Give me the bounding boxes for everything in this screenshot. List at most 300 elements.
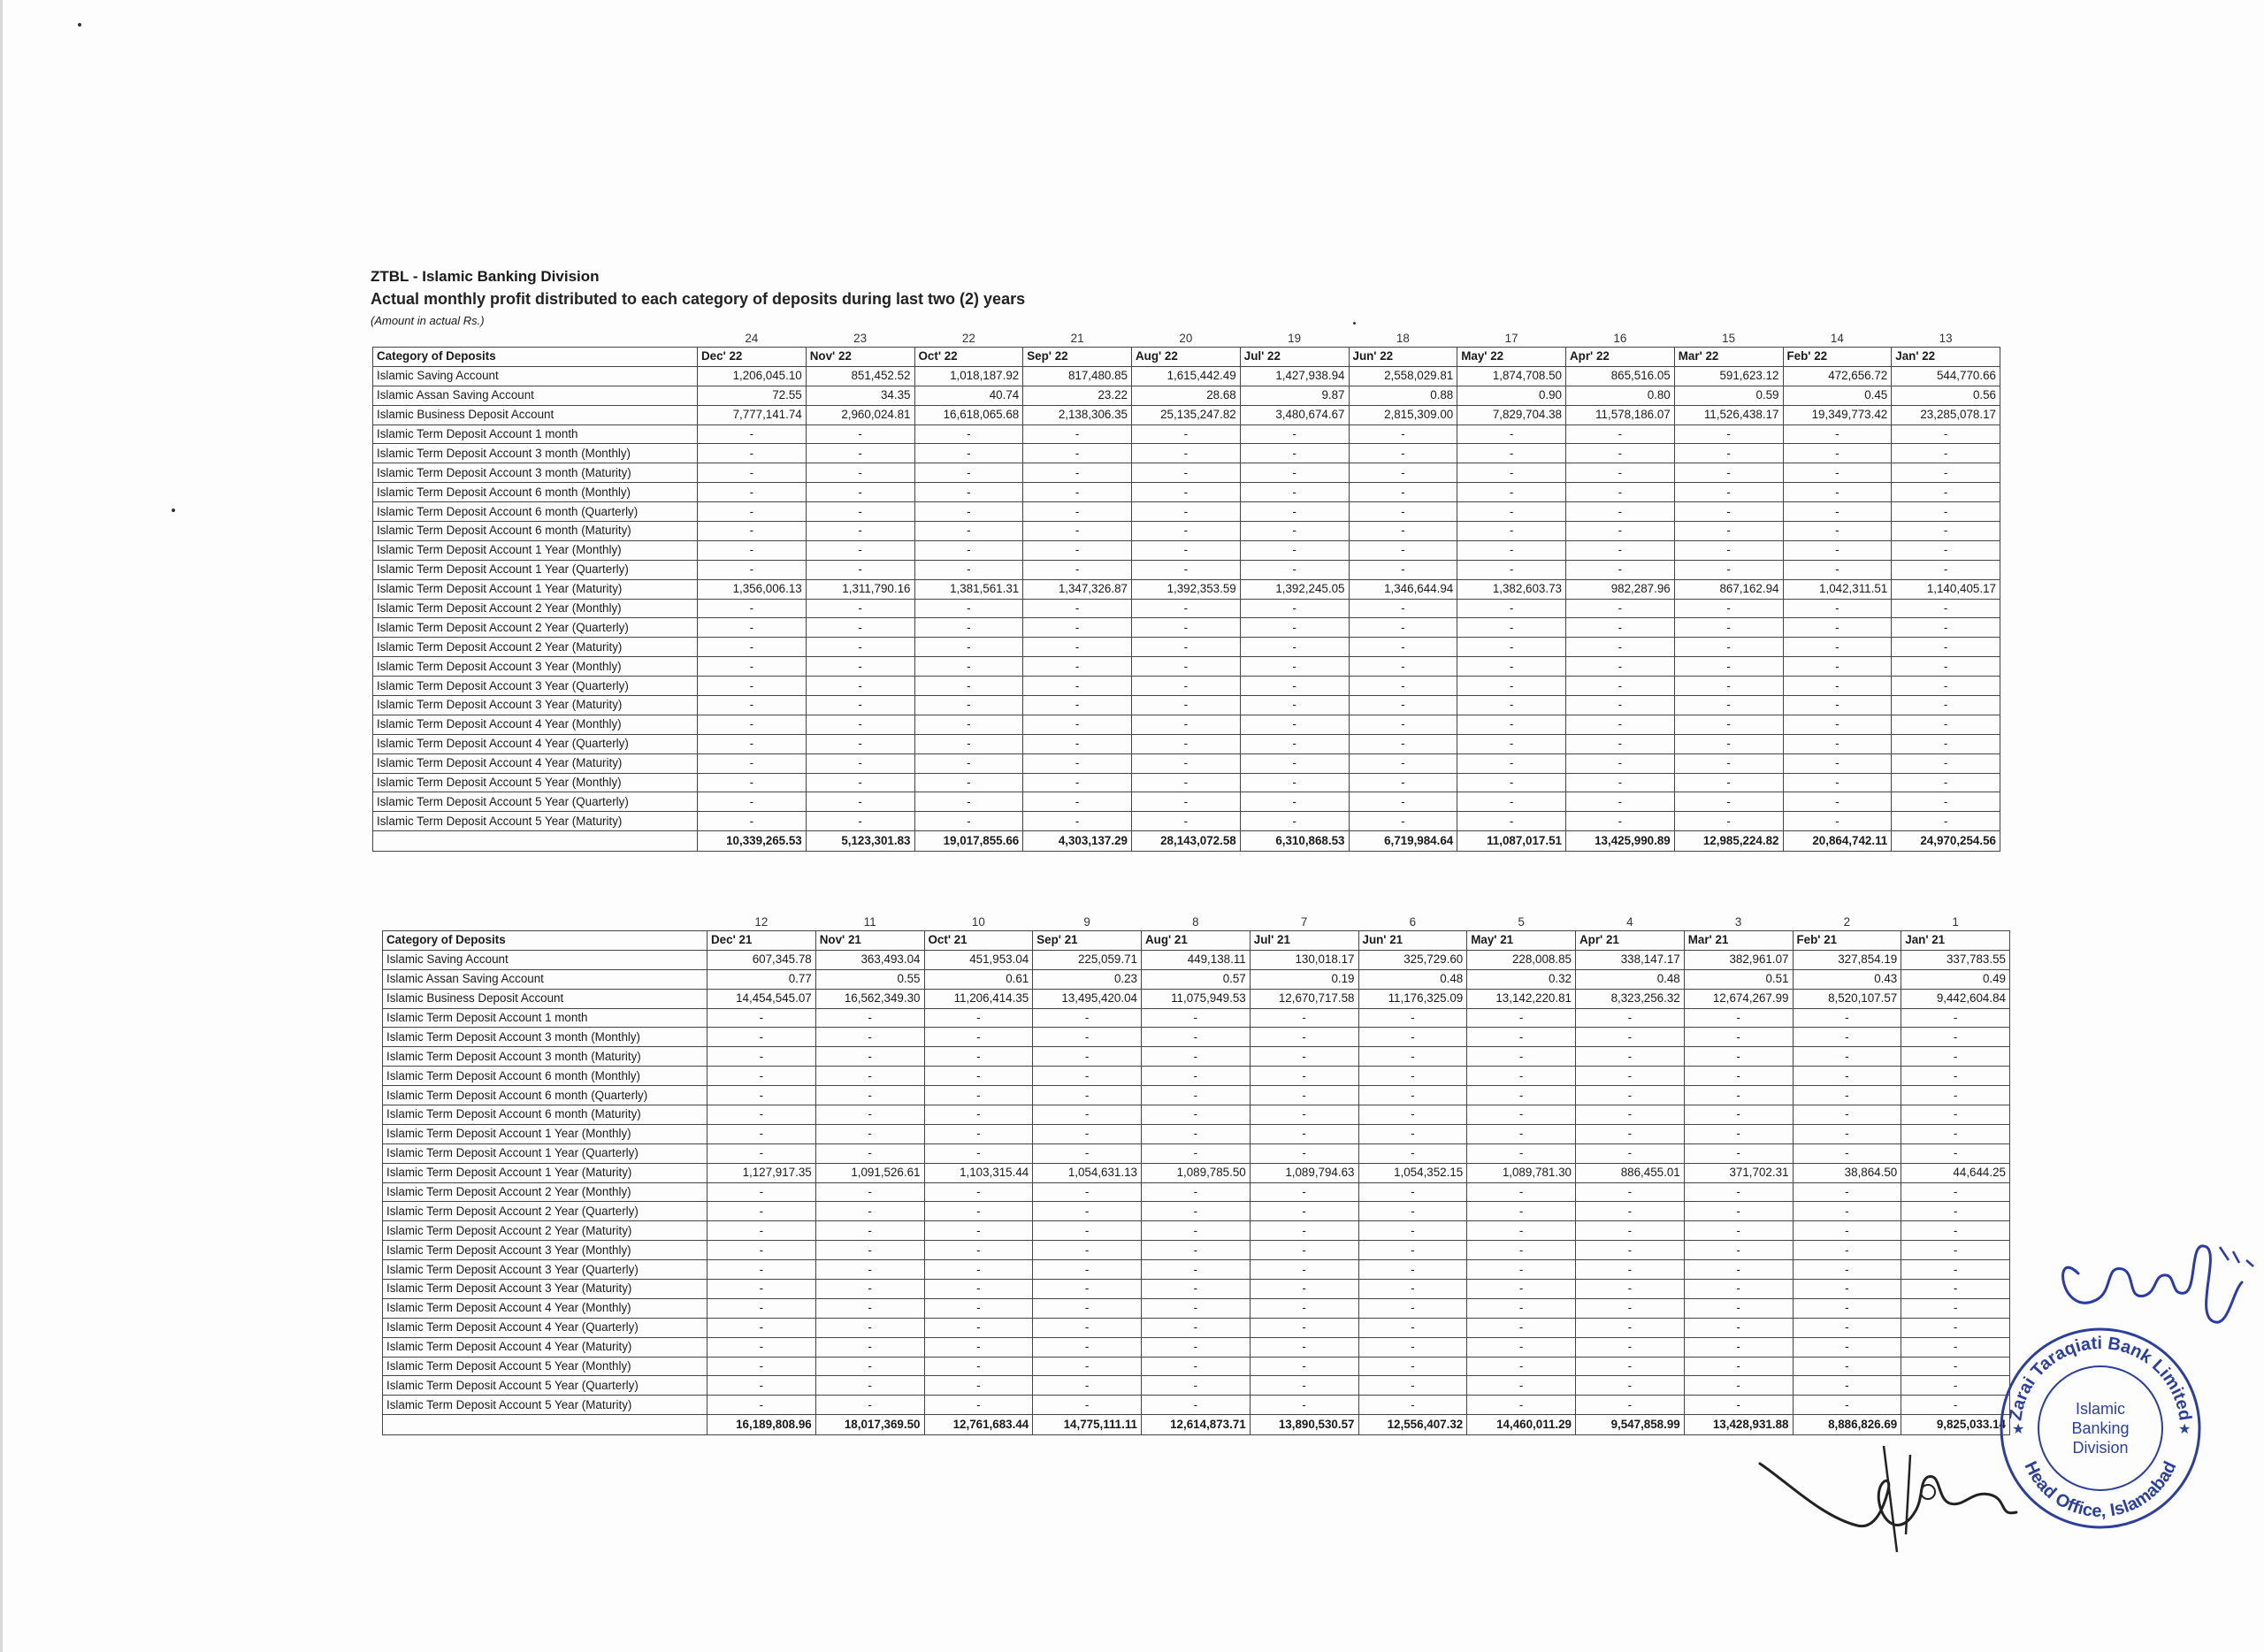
table-cell: 0.56 bbox=[1892, 386, 2000, 405]
table-cell: - bbox=[1684, 1124, 1793, 1143]
table-cell: - bbox=[1033, 1280, 1142, 1299]
document-header bbox=[371, 268, 1025, 327]
column-number: 20 bbox=[1179, 332, 1193, 345]
category-name: Islamic Saving Account bbox=[373, 366, 698, 386]
table-cell: - bbox=[1358, 1376, 1467, 1396]
table-cell: - bbox=[1250, 1105, 1358, 1125]
table-cell: 0.55 bbox=[815, 969, 924, 989]
table-row bbox=[383, 1280, 2010, 1299]
table-cell: - bbox=[1467, 1202, 1576, 1221]
table-cell: - bbox=[1250, 1396, 1358, 1415]
table-cell: - bbox=[815, 1105, 924, 1125]
table-cell: - bbox=[1576, 1318, 1685, 1337]
table-row bbox=[373, 696, 2000, 715]
table-cell: 72.55 bbox=[698, 386, 807, 405]
table-row bbox=[373, 638, 2000, 657]
table-cell: - bbox=[815, 1280, 924, 1299]
table-cell: - bbox=[806, 618, 914, 638]
table-cell: 0.77 bbox=[708, 969, 816, 989]
table-cell: - bbox=[1566, 483, 1675, 502]
table-cell: 1,089,794.63 bbox=[1250, 1163, 1358, 1182]
month-header: May' 22 bbox=[1457, 348, 1566, 367]
category-name: Islamic Term Deposit Account 5 Year (Monthly) bbox=[373, 773, 698, 792]
table-cell: - bbox=[1349, 502, 1457, 522]
table-cell: - bbox=[1674, 657, 1783, 677]
table-cell: - bbox=[1240, 444, 1349, 463]
table-row bbox=[383, 1163, 2010, 1182]
table-cell: - bbox=[708, 1202, 816, 1221]
table-row bbox=[383, 989, 2010, 1008]
table-cell: - bbox=[815, 1086, 924, 1105]
table-cell: - bbox=[1457, 657, 1566, 677]
table-cell: - bbox=[708, 1357, 816, 1376]
category-name: Islamic Term Deposit Account 2 Year (Quarterly) bbox=[373, 618, 698, 638]
table-cell: - bbox=[698, 599, 807, 618]
table-cell: - bbox=[924, 1298, 1033, 1318]
table-cell: - bbox=[1684, 1182, 1793, 1202]
table-cell: - bbox=[1033, 1260, 1142, 1280]
category-name: Islamic Term Deposit Account 4 Year (Monthly) bbox=[373, 715, 698, 734]
table-cell: - bbox=[806, 599, 914, 618]
table-row bbox=[373, 444, 2000, 463]
month-header: Jan' 21 bbox=[1901, 931, 2010, 951]
table-cell: 1,356,006.13 bbox=[698, 579, 807, 599]
table-cell: - bbox=[1250, 1182, 1358, 1202]
table-cell: - bbox=[815, 1028, 924, 1047]
table-cell: 16,618,065.68 bbox=[914, 405, 1023, 424]
table-cell: - bbox=[1023, 522, 1132, 541]
table-cell: 0.49 bbox=[1901, 969, 2010, 989]
table-cell: - bbox=[1674, 792, 1783, 812]
table-cell: - bbox=[698, 463, 807, 483]
table-cell: - bbox=[1457, 444, 1566, 463]
total-cell: 6,310,868.53 bbox=[1240, 831, 1349, 852]
month-header: Feb' 22 bbox=[1783, 348, 1892, 367]
table-cell: - bbox=[914, 522, 1023, 541]
table-cell: - bbox=[1892, 773, 2000, 792]
table-cell: - bbox=[1674, 599, 1783, 618]
table-cell: - bbox=[806, 463, 914, 483]
column-number: 4 bbox=[1626, 915, 1633, 929]
scan-speck bbox=[172, 509, 175, 512]
table-cell: - bbox=[1783, 677, 1892, 696]
table-cell: - bbox=[1901, 1337, 2010, 1357]
table-cell: - bbox=[1783, 424, 1892, 444]
table-cell: - bbox=[1457, 773, 1566, 792]
table-cell: - bbox=[698, 792, 807, 812]
table-cell: - bbox=[1793, 1280, 1901, 1299]
category-name: Islamic Term Deposit Account 1 Year (Quarterly) bbox=[373, 560, 698, 579]
table-cell: - bbox=[924, 1086, 1033, 1105]
table-cell: 1,381,561.31 bbox=[914, 579, 1023, 599]
table-row bbox=[383, 1357, 2010, 1376]
table-cell: - bbox=[914, 444, 1023, 463]
table-cell: - bbox=[1023, 753, 1132, 773]
table-row bbox=[373, 483, 2000, 502]
table-cell: - bbox=[1793, 1028, 1901, 1047]
total-cell: 16,189,808.96 bbox=[708, 1415, 816, 1435]
category-name: Islamic Term Deposit Account 3 Year (Maturity) bbox=[383, 1280, 708, 1299]
table-cell: - bbox=[1033, 1376, 1142, 1396]
table-cell: - bbox=[1892, 812, 2000, 831]
table-cell: 1,347,326.87 bbox=[1023, 579, 1132, 599]
table-cell: - bbox=[1467, 1357, 1576, 1376]
table-cell: - bbox=[1132, 483, 1241, 502]
table-row bbox=[383, 969, 2010, 989]
table-cell: - bbox=[1892, 424, 2000, 444]
category-name: Islamic Term Deposit Account 1 month bbox=[373, 424, 698, 444]
table-cell: - bbox=[1783, 734, 1892, 753]
table-cell: - bbox=[698, 560, 807, 579]
table-cell: - bbox=[1349, 792, 1457, 812]
category-name: Islamic Term Deposit Account 5 Year (Monthly) bbox=[383, 1357, 708, 1376]
table-cell: - bbox=[1892, 715, 2000, 734]
table-cell: 13,495,420.04 bbox=[1033, 989, 1142, 1008]
table-cell: - bbox=[1349, 618, 1457, 638]
table-cell: - bbox=[1349, 483, 1457, 502]
table-row bbox=[373, 677, 2000, 696]
month-header: Oct' 21 bbox=[924, 931, 1033, 951]
table-cell: - bbox=[1023, 560, 1132, 579]
table-cell: - bbox=[698, 677, 807, 696]
table-cell: - bbox=[1250, 1202, 1358, 1221]
column-number: 13 bbox=[1939, 332, 1953, 345]
table-cell: - bbox=[1142, 1047, 1251, 1067]
month-header: Jun' 22 bbox=[1349, 348, 1457, 367]
table-cell: - bbox=[1240, 560, 1349, 579]
table-cell: - bbox=[914, 753, 1023, 773]
table-row bbox=[383, 1008, 2010, 1028]
table-cell: - bbox=[1783, 812, 1892, 831]
table-cell: - bbox=[924, 1008, 1033, 1028]
table-row bbox=[383, 1396, 2010, 1415]
column-number: 16 bbox=[1613, 332, 1627, 345]
table-cell: - bbox=[1901, 1047, 2010, 1067]
table-cell: - bbox=[1250, 1318, 1358, 1337]
table-cell: 225,059.71 bbox=[1033, 950, 1142, 969]
month-header: Aug' 22 bbox=[1132, 348, 1241, 367]
table-cell: - bbox=[924, 1260, 1033, 1280]
category-name: Islamic Saving Account bbox=[383, 950, 708, 969]
table-cell: - bbox=[1240, 540, 1349, 560]
table-cell: 0.48 bbox=[1358, 969, 1467, 989]
table-cell: - bbox=[708, 1337, 816, 1357]
category-name: Islamic Term Deposit Account 3 Year (Monthly) bbox=[373, 657, 698, 677]
table-cell: - bbox=[1358, 1105, 1467, 1125]
table-cell: - bbox=[1023, 540, 1132, 560]
table-cell: - bbox=[698, 715, 807, 734]
table-row bbox=[373, 792, 2000, 812]
table-cell: 0.57 bbox=[1142, 969, 1251, 989]
table-cell: - bbox=[1457, 715, 1566, 734]
table-cell: 7,829,704.38 bbox=[1457, 405, 1566, 424]
table-cell: 28.68 bbox=[1132, 386, 1241, 405]
category-name: Islamic Assan Saving Account bbox=[383, 969, 708, 989]
table-cell: - bbox=[708, 1376, 816, 1396]
table-cell: - bbox=[1901, 1260, 2010, 1280]
table-cell: - bbox=[924, 1337, 1033, 1357]
column-number-row bbox=[383, 914, 2010, 931]
table-cell: - bbox=[1457, 522, 1566, 541]
table-cell: - bbox=[1358, 1337, 1467, 1357]
table-cell: - bbox=[1033, 1298, 1142, 1318]
table-cell: - bbox=[914, 657, 1023, 677]
table-cell: - bbox=[914, 540, 1023, 560]
table-cell: 2,138,306.35 bbox=[1023, 405, 1132, 424]
table-cell: - bbox=[1783, 560, 1892, 579]
table-cell: - bbox=[1250, 1143, 1358, 1163]
table-cell: - bbox=[1349, 696, 1457, 715]
total-cell: 13,425,990.89 bbox=[1566, 831, 1675, 852]
table-cell: - bbox=[1566, 657, 1675, 677]
table-cell: - bbox=[1793, 1260, 1901, 1280]
table-cell: - bbox=[1240, 483, 1349, 502]
table-cell: - bbox=[1023, 715, 1132, 734]
table-cell: 338,147.17 bbox=[1576, 950, 1685, 969]
column-number: 5 bbox=[1518, 915, 1525, 929]
table-row bbox=[373, 405, 2000, 424]
category-name: Islamic Term Deposit Account 5 Year (Quarterly) bbox=[373, 792, 698, 812]
table-cell: - bbox=[1467, 1028, 1576, 1047]
table-cell: - bbox=[1467, 1337, 1576, 1357]
table-cell: - bbox=[1793, 1143, 1901, 1163]
table-cell: - bbox=[698, 444, 807, 463]
table-cell: - bbox=[1576, 1143, 1685, 1163]
table-cell: - bbox=[924, 1067, 1033, 1086]
table-cell: 8,323,256.32 bbox=[1576, 989, 1685, 1008]
table-cell: - bbox=[914, 792, 1023, 812]
table-cell: - bbox=[924, 1396, 1033, 1415]
table-cell: - bbox=[1240, 657, 1349, 677]
table-cell: - bbox=[1576, 1105, 1685, 1125]
signature bbox=[1751, 1428, 2034, 1561]
table-cell: 1,042,311.51 bbox=[1783, 579, 1892, 599]
table-cell: 0.90 bbox=[1457, 386, 1566, 405]
table-cell: - bbox=[1684, 1241, 1793, 1260]
total-cell: 14,775,111.11 bbox=[1033, 1415, 1142, 1435]
table-cell: - bbox=[1684, 1086, 1793, 1105]
total-cell: 9,547,858.99 bbox=[1576, 1415, 1685, 1435]
table-cell: - bbox=[708, 1028, 816, 1047]
table-cell: 0.23 bbox=[1033, 969, 1142, 989]
table-cell: - bbox=[924, 1124, 1033, 1143]
month-header: Sep' 22 bbox=[1023, 348, 1132, 367]
table-cell: 1,615,442.49 bbox=[1132, 366, 1241, 386]
category-name: Islamic Term Deposit Account 3 month (Monthly) bbox=[383, 1028, 708, 1047]
table-cell: - bbox=[1023, 677, 1132, 696]
table-cell: - bbox=[1793, 1298, 1901, 1318]
table-cell: - bbox=[806, 734, 914, 753]
table-cell: - bbox=[1132, 792, 1241, 812]
table-row bbox=[373, 734, 2000, 753]
table-cell: - bbox=[1023, 618, 1132, 638]
table-cell: 371,702.31 bbox=[1684, 1163, 1793, 1182]
table-cell: - bbox=[1892, 483, 2000, 502]
table-cell: - bbox=[1349, 540, 1457, 560]
table-cell: - bbox=[806, 696, 914, 715]
table-cell: - bbox=[1566, 540, 1675, 560]
month-header: Jul' 21 bbox=[1250, 931, 1358, 951]
table-cell: - bbox=[1674, 540, 1783, 560]
table-row bbox=[383, 1260, 2010, 1280]
table-row bbox=[383, 1143, 2010, 1163]
table-cell: - bbox=[1566, 638, 1675, 657]
table-cell: 0.32 bbox=[1467, 969, 1576, 989]
table-cell: - bbox=[806, 753, 914, 773]
table-cell: - bbox=[1892, 522, 2000, 541]
table-cell: - bbox=[1250, 1008, 1358, 1028]
table-cell: - bbox=[1142, 1260, 1251, 1280]
table-cell: 1,206,045.10 bbox=[698, 366, 807, 386]
category-name: Islamic Term Deposit Account 5 Year (Maturity) bbox=[383, 1396, 708, 1415]
table-cell: - bbox=[1033, 1357, 1142, 1376]
table-cell: - bbox=[708, 1260, 816, 1280]
table-cell: - bbox=[1783, 540, 1892, 560]
table-row bbox=[373, 366, 2000, 386]
table-cell: 1,382,603.73 bbox=[1457, 579, 1566, 599]
table-cell: - bbox=[1793, 1376, 1901, 1396]
table-cell: - bbox=[924, 1280, 1033, 1299]
table-cell: - bbox=[1358, 1143, 1467, 1163]
table-cell: - bbox=[1023, 599, 1132, 618]
table-cell: - bbox=[1793, 1182, 1901, 1202]
table-cell: - bbox=[815, 1337, 924, 1357]
table-cell: - bbox=[924, 1241, 1033, 1260]
table-cell: 449,138.11 bbox=[1142, 950, 1251, 969]
table-cell: - bbox=[1576, 1396, 1685, 1415]
scan-speck bbox=[78, 23, 81, 27]
table-cell: - bbox=[708, 1221, 816, 1241]
table-cell: - bbox=[1457, 618, 1566, 638]
table-cell: - bbox=[1132, 812, 1241, 831]
category-name: Islamic Term Deposit Account 1 Year (Quarterly) bbox=[383, 1143, 708, 1163]
table-cell: - bbox=[1901, 1357, 2010, 1376]
month-header: May' 21 bbox=[1467, 931, 1576, 951]
stamp-star-icon: ★ bbox=[2178, 1422, 2191, 1437]
table-cell: - bbox=[1566, 773, 1675, 792]
table-cell: - bbox=[1901, 1067, 2010, 1086]
table-cell: - bbox=[1240, 618, 1349, 638]
table-cell: - bbox=[1142, 1008, 1251, 1028]
table-cell: - bbox=[1250, 1376, 1358, 1396]
table-cell: - bbox=[1901, 1086, 2010, 1105]
total-cell: 10,339,265.53 bbox=[698, 831, 807, 852]
table-cell: - bbox=[1901, 1221, 2010, 1241]
table-cell: 34.35 bbox=[806, 386, 914, 405]
month-header: Dec' 21 bbox=[708, 931, 816, 951]
table-cell: - bbox=[1467, 1067, 1576, 1086]
table-cell: - bbox=[1250, 1298, 1358, 1318]
table-cell: - bbox=[1358, 1241, 1467, 1260]
table-cell: - bbox=[1892, 657, 2000, 677]
table-cell: - bbox=[914, 618, 1023, 638]
column-number: 18 bbox=[1396, 332, 1410, 345]
table-cell: - bbox=[1576, 1086, 1685, 1105]
category-name: Islamic Business Deposit Account bbox=[383, 989, 708, 1008]
table-cell: 1,427,938.94 bbox=[1240, 366, 1349, 386]
table-cell: - bbox=[815, 1202, 924, 1221]
table-cell: - bbox=[1033, 1124, 1142, 1143]
table-cell: - bbox=[698, 696, 807, 715]
table-cell: - bbox=[815, 1396, 924, 1415]
table-cell: - bbox=[1240, 753, 1349, 773]
table-cell: - bbox=[1674, 773, 1783, 792]
table-cell: - bbox=[1684, 1221, 1793, 1241]
category-name: Islamic Term Deposit Account 1 Year (Monthly) bbox=[383, 1124, 708, 1143]
category-name: Islamic Term Deposit Account 4 Year (Quarterly) bbox=[383, 1318, 708, 1337]
table-cell: - bbox=[1901, 1182, 2010, 1202]
table-cell: - bbox=[924, 1182, 1033, 1202]
table-cell: - bbox=[1901, 1105, 2010, 1125]
table-row bbox=[373, 540, 2000, 560]
table-cell: - bbox=[924, 1143, 1033, 1163]
table-cell: - bbox=[708, 1298, 816, 1318]
table-cell: - bbox=[1892, 753, 2000, 773]
table-cell: 1,140,405.17 bbox=[1892, 579, 2000, 599]
table-cell: - bbox=[1033, 1318, 1142, 1337]
total-cell: 24,970,254.56 bbox=[1892, 831, 2000, 852]
stamp-inner-2: Banking bbox=[2071, 1419, 2130, 1437]
table-cell: 3,480,674.67 bbox=[1240, 405, 1349, 424]
table-cell: 13,142,220.81 bbox=[1467, 989, 1576, 1008]
column-number: 24 bbox=[745, 332, 759, 345]
stamp-star-icon: ★ bbox=[2012, 1422, 2025, 1437]
table-cell: - bbox=[1457, 696, 1566, 715]
scan-edge bbox=[0, 0, 3, 1652]
table-row bbox=[373, 618, 2000, 638]
amount-note: (Amount in actual Rs.) bbox=[371, 314, 485, 327]
table-cell: - bbox=[1576, 1028, 1685, 1047]
table-row bbox=[373, 560, 2000, 579]
table-cell: - bbox=[1250, 1047, 1358, 1067]
table-cell: - bbox=[1793, 1202, 1901, 1221]
table-cell: 1,018,187.92 bbox=[914, 366, 1023, 386]
table-cell: - bbox=[1349, 522, 1457, 541]
table-cell: - bbox=[1132, 638, 1241, 657]
table-cell: - bbox=[708, 1105, 816, 1125]
table-cell: - bbox=[1674, 715, 1783, 734]
table-cell: - bbox=[1674, 677, 1783, 696]
table-cell: - bbox=[1783, 599, 1892, 618]
table-cell: - bbox=[1240, 792, 1349, 812]
table-cell: - bbox=[1566, 522, 1675, 541]
table-cell: - bbox=[1674, 444, 1783, 463]
column-number: 3 bbox=[1734, 915, 1742, 929]
table-cell: - bbox=[1467, 1182, 1576, 1202]
table-cell: - bbox=[806, 540, 914, 560]
table-cell: - bbox=[1783, 444, 1892, 463]
table-row bbox=[383, 1047, 2010, 1067]
blank-cell bbox=[383, 914, 708, 931]
table-cell: - bbox=[815, 1047, 924, 1067]
month-header: Sep' 21 bbox=[1033, 931, 1142, 951]
table-cell: 23,285,078.17 bbox=[1892, 405, 2000, 424]
table-cell: - bbox=[1457, 463, 1566, 483]
table-cell: - bbox=[1892, 540, 2000, 560]
table-row bbox=[373, 463, 2000, 483]
table-cell: - bbox=[1674, 812, 1783, 831]
table-cell: - bbox=[1576, 1047, 1685, 1067]
table-cell: 1,103,315.44 bbox=[924, 1163, 1033, 1182]
table-cell: - bbox=[1793, 1124, 1901, 1143]
category-name: Islamic Term Deposit Account 6 month (Quarterly) bbox=[373, 502, 698, 522]
table-cell: - bbox=[1457, 560, 1566, 579]
table-row bbox=[383, 1028, 2010, 1047]
table-cell: - bbox=[1132, 753, 1241, 773]
table-cell: - bbox=[1250, 1221, 1358, 1241]
table-row bbox=[373, 753, 2000, 773]
table-cell: - bbox=[708, 1067, 816, 1086]
